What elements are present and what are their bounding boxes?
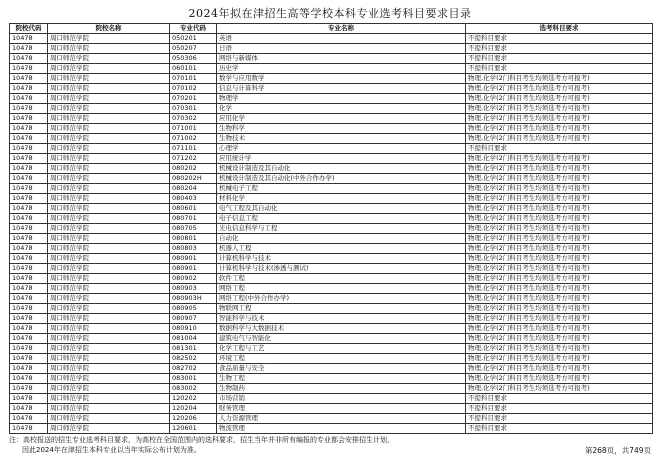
school-code-cell: 10478 — [10, 244, 48, 254]
major-name-cell: 历史学 — [217, 64, 466, 74]
major-code-cell: 070201 — [170, 94, 217, 104]
major-code-cell: 080601 — [170, 204, 217, 214]
major-name-cell: 网络工程(中外合作办学) — [217, 294, 466, 304]
table-row — [10, 94, 653, 104]
school-code-cell: 10478 — [10, 274, 48, 284]
table-row — [10, 54, 653, 64]
school-code-cell: 10478 — [10, 64, 48, 74]
school-code-cell: 10478 — [10, 94, 48, 104]
school-code-cell: 10478 — [10, 134, 48, 144]
school-name-cell: 周口师范学院 — [48, 134, 170, 144]
major-name-cell: 物流管理 — [217, 424, 466, 434]
major-name-cell: 食品质量与安全 — [217, 364, 466, 374]
school-name-cell: 周口师范学院 — [48, 284, 170, 294]
table-row — [10, 194, 653, 204]
major-name-cell: 日语 — [217, 44, 466, 54]
school-code-cell: 10478 — [10, 184, 48, 194]
subject-requirement-cell: 物理,化学(2门科目考生均须选考方可报考) — [466, 104, 653, 114]
school-code-cell: 10478 — [10, 414, 48, 424]
school-code-cell: 10478 — [10, 164, 48, 174]
major-name-cell: 电子信息工程 — [217, 214, 466, 224]
major-code-cell: 120601 — [170, 424, 217, 434]
school-code-cell: 10478 — [10, 144, 48, 154]
major-name-cell: 物理学 — [217, 94, 466, 104]
major-code-cell: 080902 — [170, 274, 217, 284]
major-name-cell: 信息与计算科学 — [217, 84, 466, 94]
school-code-cell: 10478 — [10, 354, 48, 364]
major-code-cell: 050207 — [170, 44, 217, 54]
subject-requirement-cell: 不提科目要求 — [466, 144, 653, 154]
school-code-cell: 10478 — [10, 324, 48, 334]
subject-requirement-cell: 物理,化学(2门科目考生均须选考方可报考) — [466, 164, 653, 174]
subject-requirement-cell: 不提科目要求 — [466, 394, 653, 404]
subject-requirement-cell: 物理,化学(2门科目考生均须选考方可报考) — [466, 244, 653, 254]
table-row — [10, 74, 653, 84]
school-name-cell: 周口师范学院 — [48, 154, 170, 164]
subject-requirement-cell: 物理,化学(2门科目考生均须选考方可报考) — [466, 374, 653, 384]
school-name-cell: 周口师范学院 — [48, 424, 170, 434]
subject-requirement-cell: 物理,化学(2门科目考生均须选考方可报考) — [466, 354, 653, 364]
school-name-cell: 周口师范学院 — [48, 254, 170, 264]
major-code-cell: 080204 — [170, 184, 217, 194]
table-row — [10, 214, 653, 224]
school-code-cell: 10478 — [10, 34, 48, 44]
subject-requirement-cell: 不提科目要求 — [466, 424, 653, 434]
subject-requirement-cell: 物理,化学(2门科目考生均须选考方可报考) — [466, 114, 653, 124]
table-row — [10, 144, 653, 154]
footnote-line-1: 注：高校报送的招生专业选考科目要求，为高校在全国范围内的选科要求，招生当年并非所有编报的专业都会安排招生计划， — [9, 436, 394, 444]
subject-requirement-cell: 物理,化学(2门科目考生均须选考方可报考) — [466, 204, 653, 214]
major-code-cell: 080803 — [170, 244, 217, 254]
major-name-cell: 机械设计制造及其自动化(中外合作办学) — [217, 174, 466, 184]
school-name-cell: 周口师范学院 — [48, 114, 170, 124]
school-name-cell: 周口师范学院 — [48, 184, 170, 194]
major-name-cell: 网络与新媒体 — [217, 54, 466, 64]
subject-requirement-cell: 物理,化学(2门科目考生均须选考方可报考) — [466, 124, 653, 134]
major-name-cell: 生物技术 — [217, 134, 466, 144]
table-header-row — [10, 24, 653, 34]
major-name-cell: 建筑电气与智能化 — [217, 334, 466, 344]
major-code-cell: 060101 — [170, 64, 217, 74]
table-row — [10, 104, 653, 114]
table-row — [10, 294, 653, 304]
subject-requirement-cell: 物理,化学(2门科目考生均须选考方可报考) — [466, 184, 653, 194]
school-name-cell: 周口师范学院 — [48, 384, 170, 394]
subject-requirement-cell: 物理,化学(2门科目考生均须选考方可报考) — [466, 294, 653, 304]
table-row — [10, 414, 653, 424]
school-code-cell: 10478 — [10, 314, 48, 324]
school-code-cell: 10478 — [10, 284, 48, 294]
subject-requirement-cell: 物理,化学(2门科目考生均须选考方可报考) — [466, 324, 653, 334]
table-row — [10, 314, 653, 324]
school-name-cell: 周口师范学院 — [48, 144, 170, 154]
school-name-cell: 周口师范学院 — [48, 234, 170, 244]
major-code-cell: 082702 — [170, 364, 217, 374]
school-name-cell: 周口师范学院 — [48, 414, 170, 424]
school-name-cell: 周口师范学院 — [48, 204, 170, 214]
school-code-cell: 10478 — [10, 154, 48, 164]
table-row — [10, 224, 653, 234]
requirements-table — [9, 23, 653, 434]
school-name-cell: 周口师范学院 — [48, 364, 170, 374]
major-name-cell: 生物工程 — [217, 374, 466, 384]
header-major-code: 专业代码 — [170, 24, 217, 34]
major-name-cell: 数据科学与大数据技术 — [217, 324, 466, 334]
school-name-cell: 周口师范学院 — [48, 214, 170, 224]
table-row — [10, 124, 653, 134]
school-name-cell: 周口师范学院 — [48, 324, 170, 334]
major-code-cell: 080202H — [170, 174, 217, 184]
table-row — [10, 344, 653, 354]
major-name-cell: 机械电子工程 — [217, 184, 466, 194]
subject-requirement-cell: 物理,化学(2门科目考生均须选考方可报考) — [466, 174, 653, 184]
table-row — [10, 114, 653, 124]
major-name-cell: 材料化学 — [217, 194, 466, 204]
major-name-cell: 机械设计制造及其自动化 — [217, 164, 466, 174]
major-name-cell: 应用统计学 — [217, 154, 466, 164]
school-name-cell: 周口师范学院 — [48, 244, 170, 254]
subject-requirement-cell: 不提科目要求 — [466, 54, 653, 64]
table-row — [10, 164, 653, 174]
school-name-cell: 周口师范学院 — [48, 374, 170, 384]
major-name-cell: 智能科学与技术 — [217, 314, 466, 324]
major-code-cell: 080903H — [170, 294, 217, 304]
school-name-cell: 周口师范学院 — [48, 224, 170, 234]
major-code-cell: 070102 — [170, 84, 217, 94]
major-name-cell: 光电信息科学与工程 — [217, 224, 466, 234]
subject-requirement-cell: 物理,化学(2门科目考生均须选考方可报考) — [466, 74, 653, 84]
table-row — [10, 374, 653, 384]
school-name-cell: 周口师范学院 — [48, 274, 170, 284]
school-name-cell: 周口师范学院 — [48, 84, 170, 94]
major-name-cell: 自动化 — [217, 234, 466, 244]
school-name-cell: 周口师范学院 — [48, 164, 170, 174]
subject-requirement-cell: 物理,化学(2门科目考生均须选考方可报考) — [466, 274, 653, 284]
school-name-cell: 周口师范学院 — [48, 264, 170, 274]
subject-requirement-cell: 物理,化学(2门科目考生均须选考方可报考) — [466, 304, 653, 314]
school-name-cell: 周口师范学院 — [48, 404, 170, 414]
school-name-cell: 周口师范学院 — [48, 104, 170, 114]
subject-requirement-cell: 物理,化学(2门科目考生均须选考方可报考) — [466, 134, 653, 144]
school-code-cell: 10478 — [10, 104, 48, 114]
school-name-cell: 周口师范学院 — [48, 344, 170, 354]
subject-requirement-cell: 物理,化学(2门科目考生均须选考方可报考) — [466, 334, 653, 344]
major-name-cell: 化学工程与工艺 — [217, 344, 466, 354]
table-row — [10, 84, 653, 94]
major-name-cell: 生物科学 — [217, 124, 466, 134]
major-code-cell: 050201 — [170, 34, 217, 44]
major-name-cell: 环境工程 — [217, 354, 466, 364]
school-name-cell: 周口师范学院 — [48, 354, 170, 364]
school-code-cell: 10478 — [10, 224, 48, 234]
major-name-cell: 应用化学 — [217, 114, 466, 124]
school-code-cell: 10478 — [10, 364, 48, 374]
school-code-cell: 10478 — [10, 424, 48, 434]
school-code-cell: 10478 — [10, 294, 48, 304]
major-name-cell: 生物制药 — [217, 384, 466, 394]
school-code-cell: 10478 — [10, 304, 48, 314]
table-row — [10, 304, 653, 314]
subject-requirement-cell: 物理,化学(2门科目考生均须选考方可报考) — [466, 224, 653, 234]
table-row — [10, 64, 653, 74]
major-code-cell: 050306 — [170, 54, 217, 64]
major-code-cell: 080202 — [170, 164, 217, 174]
table-row — [10, 244, 653, 254]
school-code-cell: 10478 — [10, 344, 48, 354]
major-code-cell: 080905 — [170, 304, 217, 314]
school-name-cell: 周口师范学院 — [48, 194, 170, 204]
school-code-cell: 10478 — [10, 204, 48, 214]
table-row — [10, 234, 653, 244]
major-name-cell: 市场营销 — [217, 394, 466, 404]
subject-requirement-cell: 物理,化学(2门科目考生均须选考方可报考) — [466, 234, 653, 244]
major-name-cell: 软件工程 — [217, 274, 466, 284]
school-code-cell: 10478 — [10, 124, 48, 134]
school-name-cell: 周口师范学院 — [48, 44, 170, 54]
header-school-code: 院校代码 — [10, 24, 48, 34]
table-row — [10, 254, 653, 264]
subject-requirement-cell: 物理,化学(2门科目考生均须选考方可报考) — [466, 364, 653, 374]
major-code-cell: 120202 — [170, 394, 217, 404]
school-code-cell: 10478 — [10, 374, 48, 384]
major-name-cell: 计算机科学与技术 — [217, 254, 466, 264]
major-code-cell: 080901 — [170, 264, 217, 274]
major-code-cell: 080403 — [170, 194, 217, 204]
table-row — [10, 264, 653, 274]
school-code-cell: 10478 — [10, 234, 48, 244]
school-name-cell: 周口师范学院 — [48, 124, 170, 134]
major-name-cell: 机器人工程 — [217, 244, 466, 254]
table-row — [10, 354, 653, 364]
subject-requirement-cell: 物理,化学(2门科目考生均须选考方可报考) — [466, 84, 653, 94]
school-name-cell: 周口师范学院 — [48, 314, 170, 324]
subject-requirement-cell: 物理,化学(2门科目考生均须选考方可报考) — [466, 264, 653, 274]
table-row — [10, 204, 653, 214]
major-code-cell: 120204 — [170, 404, 217, 414]
table-row — [10, 404, 653, 414]
table-row — [10, 274, 653, 284]
subject-requirement-cell: 不提科目要求 — [466, 404, 653, 414]
school-code-cell: 10478 — [10, 194, 48, 204]
school-code-cell: 10478 — [10, 114, 48, 124]
school-name-cell: 周口师范学院 — [48, 294, 170, 304]
subject-requirement-cell: 物理,化学(2门科目考生均须选考方可报考) — [466, 284, 653, 294]
table-row — [10, 34, 653, 44]
major-code-cell: 081004 — [170, 334, 217, 344]
subject-requirement-cell: 不提科目要求 — [466, 44, 653, 54]
table-row — [10, 384, 653, 394]
header-school-name: 院校名称 — [48, 24, 170, 34]
table-row — [10, 364, 653, 374]
school-code-cell: 10478 — [10, 174, 48, 184]
subject-requirement-cell: 不提科目要求 — [466, 414, 653, 424]
table-row — [10, 424, 653, 434]
school-name-cell: 周口师范学院 — [48, 64, 170, 74]
major-code-cell: 071001 — [170, 124, 217, 134]
school-code-cell: 10478 — [10, 404, 48, 414]
page-indicator: 第268页，共749页 — [584, 446, 651, 455]
footnote-line-2: 因此2024年在津招生本科专业以当年实际公布计划为准。 — [22, 446, 201, 454]
major-code-cell: 080701 — [170, 214, 217, 224]
school-name-cell: 周口师范学院 — [48, 394, 170, 404]
school-code-cell: 10478 — [10, 44, 48, 54]
school-code-cell: 10478 — [10, 254, 48, 264]
school-code-cell: 10478 — [10, 384, 48, 394]
major-code-cell: 071101 — [170, 144, 217, 154]
table-row — [10, 184, 653, 194]
major-code-cell: 120206 — [170, 414, 217, 424]
major-code-cell: 080903 — [170, 284, 217, 294]
major-code-cell: 083002 — [170, 384, 217, 394]
school-name-cell: 周口师范学院 — [48, 174, 170, 184]
table-row — [10, 44, 653, 54]
school-name-cell: 周口师范学院 — [48, 74, 170, 84]
table-row — [10, 284, 653, 294]
table-row — [10, 174, 653, 184]
table-row — [10, 324, 653, 334]
subject-requirement-cell: 物理,化学(2门科目考生均须选考方可报考) — [466, 344, 653, 354]
major-name-cell: 财务管理 — [217, 404, 466, 414]
school-name-cell: 周口师范学院 — [48, 94, 170, 104]
school-code-cell: 10478 — [10, 334, 48, 344]
major-code-cell: 071202 — [170, 154, 217, 164]
header-major-name: 专业名称 — [217, 24, 466, 34]
subject-requirement-cell: 物理,化学(2门科目考生均须选考方可报考) — [466, 94, 653, 104]
table-row — [10, 394, 653, 404]
major-name-cell: 心理学 — [217, 144, 466, 154]
header-subject-requirement: 选考科目要求 — [466, 24, 653, 34]
major-name-cell: 电气工程及其自动化 — [217, 204, 466, 214]
school-code-cell: 10478 — [10, 214, 48, 224]
major-name-cell: 数学与应用数学 — [217, 74, 466, 84]
table-row — [10, 154, 653, 164]
major-code-cell: 082502 — [170, 354, 217, 364]
subject-requirement-cell: 物理,化学(2门科目考生均须选考方可报考) — [466, 254, 653, 264]
school-code-cell: 10478 — [10, 394, 48, 404]
subject-requirement-cell: 物理,化学(2门科目考生均须选考方可报考) — [466, 384, 653, 394]
major-code-cell: 083001 — [170, 374, 217, 384]
major-name-cell: 网络工程 — [217, 284, 466, 294]
major-name-cell: 计算机科学与技术(渗透与测试) — [217, 264, 466, 274]
major-code-cell: 071002 — [170, 134, 217, 144]
major-code-cell: 080910 — [170, 324, 217, 334]
school-name-cell: 周口师范学院 — [48, 54, 170, 64]
school-code-cell: 10478 — [10, 54, 48, 64]
subject-requirement-cell: 物理,化学(2门科目考生均须选考方可报考) — [466, 314, 653, 324]
school-name-cell: 周口师范学院 — [48, 304, 170, 314]
major-code-cell: 070302 — [170, 114, 217, 124]
table-row — [10, 134, 653, 144]
subject-requirement-cell: 物理,化学(2门科目考生均须选考方可报考) — [466, 194, 653, 204]
school-code-cell: 10478 — [10, 74, 48, 84]
major-name-cell: 化学 — [217, 104, 466, 114]
school-name-cell: 周口师范学院 — [48, 334, 170, 344]
school-name-cell: 周口师范学院 — [48, 34, 170, 44]
major-code-cell: 080801 — [170, 234, 217, 244]
school-code-cell: 10478 — [10, 84, 48, 94]
subject-requirement-cell: 物理,化学(2门科目考生均须选考方可报考) — [466, 214, 653, 224]
major-code-cell: 081301 — [170, 344, 217, 354]
major-code-cell: 080705 — [170, 224, 217, 234]
major-code-cell: 070101 — [170, 74, 217, 84]
major-code-cell: 080901 — [170, 254, 217, 264]
major-name-cell: 英语 — [217, 34, 466, 44]
subject-requirement-cell: 不提科目要求 — [466, 34, 653, 44]
major-name-cell: 人力资源管理 — [217, 414, 466, 424]
major-code-cell: 070301 — [170, 104, 217, 114]
table-row — [10, 334, 653, 344]
major-name-cell: 物联网工程 — [217, 304, 466, 314]
subject-requirement-cell: 物理,化学(2门科目考生均须选考方可报考) — [466, 154, 653, 164]
subject-requirement-cell: 不提科目要求 — [466, 64, 653, 74]
major-code-cell: 080907 — [170, 314, 217, 324]
page-title: 2024年拟在津招生高等学校本科专业选考科目要求目录 — [188, 7, 472, 20]
school-code-cell: 10478 — [10, 264, 48, 274]
